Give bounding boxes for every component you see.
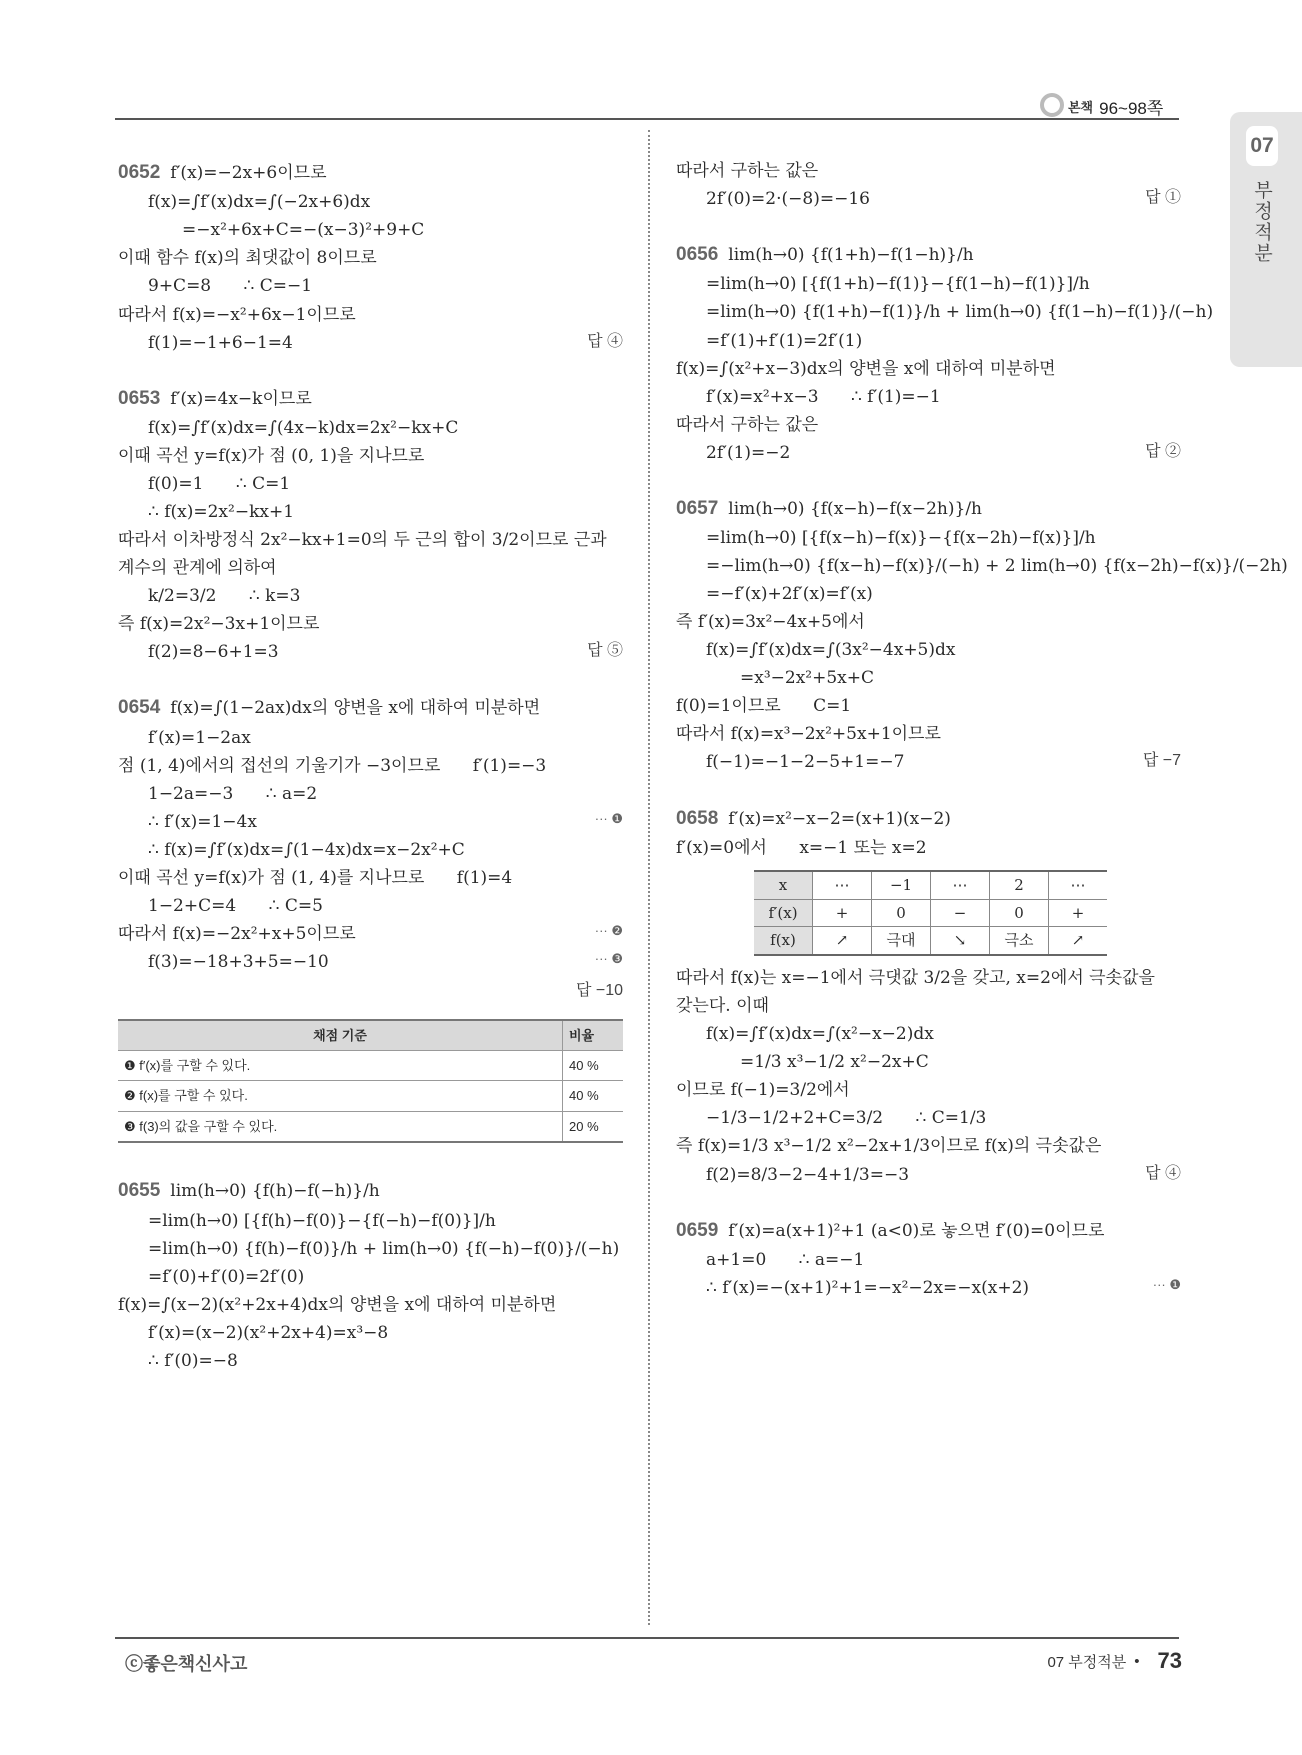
table-cell: x bbox=[754, 871, 813, 899]
solution-line: f(0)=1이므로 C=1 bbox=[676, 696, 852, 717]
solution-line: =lim(h→0) [{f(1+h)−f(1)}−{f(1−h)−f(1)}]/h bbox=[706, 274, 1090, 295]
table-cell: ⋯ bbox=[813, 871, 872, 899]
sign-chart-table bbox=[754, 870, 1107, 956]
solution-line: f(2)=8/3−2−4+1/3=−3 bbox=[706, 1164, 910, 1185]
answer-badge: 답 ② bbox=[1145, 442, 1181, 460]
scoring-table bbox=[118, 1019, 623, 1144]
solution-line: =lim(h→0) [{f(h)−f(0)}−{f(−h)−f(0)}]/h bbox=[148, 1210, 496, 1231]
header-rule bbox=[115, 118, 1179, 120]
solution-line: f(x)=∫f′(x)dx=∫(3x²−4x+5)dx bbox=[706, 640, 956, 661]
problem-number: 0659 bbox=[676, 1219, 719, 1241]
table-cell: 2 bbox=[990, 871, 1049, 899]
solution-line: f(−1)=−1−2−5+1=−7 bbox=[706, 752, 905, 773]
page-footer bbox=[1047, 1648, 1182, 1674]
table-cell: 0 bbox=[872, 899, 931, 927]
table-cell: 0 bbox=[990, 899, 1049, 927]
table-row bbox=[754, 899, 1107, 927]
step-row bbox=[676, 1274, 1181, 1302]
solution-line: f(0)=1 ∴ C=1 bbox=[148, 474, 291, 495]
scoring-header-ratio: 비율 bbox=[563, 1020, 624, 1051]
step-marker: ··· ❶ bbox=[594, 810, 623, 826]
solution-line: =lim(h→0) {f(1+h)−f(1)}/h + lim(h→0) {f(1−h)−f(1)}/(−h) bbox=[706, 302, 1214, 323]
solution-line: 따라서 f(x)=x³−2x²+5x+1이므로 bbox=[676, 724, 941, 745]
publisher-logo: ⓒ좋은책신사고 bbox=[125, 1654, 248, 1674]
step-row bbox=[118, 808, 623, 836]
problem-0657-header: 0657 lim(h→0) {f(x−h)−f(x−2h)}/h bbox=[676, 497, 982, 519]
table-cell: ⋯ bbox=[931, 871, 990, 899]
page-reference bbox=[1040, 94, 1163, 119]
problem-0658-header: 0658 f′(x)=x²−x−2=(x+1)(x−2) bbox=[676, 807, 951, 829]
solution-line: =f′(1)+f′(1)=2f′(1) bbox=[706, 330, 863, 351]
answer-badge: 답 ① bbox=[1145, 189, 1181, 207]
solution-line: 따라서 f(x)=−2x²+x+5이므로 bbox=[118, 924, 356, 945]
problem-0653-header: 0653 f′(x)=4x−k이므로 bbox=[118, 387, 312, 409]
solution-line: f′(x)=x²+x−3 ∴ f′(1)=−1 bbox=[706, 386, 941, 407]
problem-number: 0653 bbox=[118, 387, 161, 409]
solution-line: =lim(h→0) {f(h)−f(0)}/h + lim(h→0) {f(−h)−f(0)}/(−h) bbox=[148, 1238, 620, 1259]
solution-line: 따라서 구하는 값은 bbox=[676, 414, 819, 435]
table-cell: ↘ bbox=[931, 927, 990, 955]
solution-line: f(x)=∫f′(x)dx=∫(4x−k)dx=2x²−kx+C bbox=[148, 417, 459, 438]
solution-line: f(x)=∫(x−2)(x²+2x+4)dx의 양변을 x에 대하여 미분하면 bbox=[118, 1294, 557, 1315]
problem-0655-header: 0655 lim(h→0) {f(h)−f(−h)}/h bbox=[118, 1180, 380, 1202]
scoring-header-criterion: 채점 기준 bbox=[118, 1020, 563, 1051]
problem-number: 0657 bbox=[676, 497, 719, 519]
solution-line: f(2)=8−6+1=3 bbox=[148, 642, 279, 663]
table-cell: + bbox=[1049, 899, 1108, 927]
table-cell: 극소 bbox=[990, 927, 1049, 955]
answer-row bbox=[676, 1161, 1181, 1189]
answer-row bbox=[676, 439, 1181, 467]
problem-0652-header: 0652 f′(x)=−2x+6이므로 bbox=[118, 162, 327, 183]
solution-line: =−f′(x)+2f′(x)=f′(x) bbox=[706, 584, 873, 605]
answer-badge: 답 ⑤ bbox=[587, 642, 623, 660]
chapter-title: 부정적분 bbox=[1251, 180, 1272, 264]
chapter-tab bbox=[1230, 112, 1302, 367]
scoring-ratio: 40 % bbox=[563, 1081, 624, 1111]
scoring-ratio: 40 % bbox=[563, 1050, 624, 1080]
solution-line: f(x)=∫f′(x)dx=∫(x²−x−2)dx bbox=[706, 1024, 934, 1045]
solution-line: 2f′(1)=−2 bbox=[706, 442, 791, 463]
problem-number: 0654 bbox=[118, 697, 161, 719]
answer-row bbox=[118, 976, 623, 1004]
problem-0656-header: 0656 lim(h→0) {f(1+h)−f(1−h)}/h bbox=[676, 244, 974, 266]
solution-line: f(1)=−1+6−1=4 bbox=[148, 332, 293, 353]
answer-badge: 답 ④ bbox=[1145, 1164, 1181, 1182]
solution-line: f′(x)=1−2ax bbox=[148, 727, 251, 748]
solution-line: =−x²+6x+C=−(x−3)²+9+C bbox=[182, 220, 425, 241]
solution-line: 이때 곡선 y=f(x)가 점 (0, 1)을 지나므로 bbox=[118, 446, 425, 467]
problem-number: 0655 bbox=[118, 1180, 161, 1202]
scoring-criterion: ❷ f(x)를 구할 수 있다. bbox=[118, 1081, 563, 1111]
table-row bbox=[754, 927, 1107, 955]
problem-number: 0656 bbox=[676, 244, 719, 266]
table-row bbox=[754, 871, 1107, 899]
problem-0654-header: 0654 f(x)=∫(1−2ax)dx의 양변을 x에 대하여 미분하면 bbox=[118, 697, 541, 719]
solution-line: 즉 f(x)=2x²−3x+1이므로 bbox=[118, 614, 320, 635]
solution-line: f(x)=∫(x²+x−3)dx의 양변을 x에 대하여 미분하면 bbox=[676, 358, 1056, 379]
footer-bullet: • bbox=[1134, 1652, 1140, 1670]
solution-line: 계수의 관계에 의하여 bbox=[118, 558, 277, 579]
table-cell: 극대 bbox=[872, 927, 931, 955]
scoring-criterion: ❶ f′(x)를 구할 수 있다. bbox=[118, 1050, 563, 1080]
solution-line: ∴ f′(x)=−(x+1)²+1=−x²−2x=−x(x+2) bbox=[706, 1277, 1030, 1298]
step-row bbox=[118, 920, 623, 948]
table-cell: ⋯ bbox=[1049, 871, 1108, 899]
answer-row bbox=[676, 748, 1181, 776]
problem-0659-header: 0659 f′(x)=a(x+1)²+1 (a<0)로 놓으면 f′(0)=0이므로 bbox=[676, 1219, 1105, 1241]
solution-line: ∴ f(x)=∫f′(x)dx=∫(1−4x)dx=x−2x²+C bbox=[148, 839, 465, 860]
table-cell: + bbox=[813, 899, 872, 927]
scoring-criterion: ❸ f(3)의 값을 구할 수 있다. bbox=[118, 1111, 563, 1142]
solution-line: ∴ f′(x)=1−4x bbox=[148, 811, 257, 832]
table-row bbox=[118, 1050, 623, 1080]
step-marker: ··· ❶ bbox=[1152, 1276, 1181, 1292]
footer-rule bbox=[115, 1637, 1179, 1639]
solution-line: 즉 f′(x)=3x²−4x+5에서 bbox=[676, 612, 865, 633]
solution-line: f(x)=∫f′(x)dx=∫(−2x+6)dx bbox=[148, 192, 371, 213]
solution-line: 점 (1, 4)에서의 접선의 기울기가 −3이므로 f′(1)=−3 bbox=[118, 755, 547, 776]
answer-badge: 답 ④ bbox=[587, 332, 623, 350]
solution-line: =−lim(h→0) {f(x−h)−f(x)}/(−h) + 2 lim(h→0) {f(x−2h)−f(x)}/(−2h) bbox=[706, 556, 1288, 577]
solution-line: ∴ f(x)=2x²−kx+1 bbox=[148, 502, 295, 523]
solution-line: 갖는다. 이때 bbox=[676, 996, 769, 1017]
solution-line: 이때 곡선 y=f(x)가 점 (1, 4)를 지나므로 f(1)=4 bbox=[118, 867, 513, 888]
page-reference-label: 본책 bbox=[1068, 100, 1094, 115]
solution-line: =x³−2x²+5x+C bbox=[740, 668, 875, 689]
page-number: 73 bbox=[1157, 1648, 1182, 1673]
solution-line: f′(x)=(x−2)(x²+2x+4)=x³−8 bbox=[148, 1322, 389, 1343]
table-cell: −1 bbox=[872, 871, 931, 899]
solution-line: ∴ f′(0)=−8 bbox=[148, 1350, 238, 1371]
solution-line: −1/3−1/2+2+C=3/2 ∴ C=1/3 bbox=[706, 1108, 987, 1129]
page-reference-range: 96~98쪽 bbox=[1099, 99, 1164, 118]
footer-chapter: 07 부정적분 bbox=[1047, 1653, 1127, 1671]
table-cell: ↗ bbox=[1049, 927, 1108, 955]
solution-line: 1−2+C=4 ∴ C=5 bbox=[148, 896, 323, 917]
answer-badge: 답 −10 bbox=[575, 982, 623, 1000]
table-cell: − bbox=[931, 899, 990, 927]
scoring-ratio: 20 % bbox=[563, 1111, 624, 1142]
solution-line: 따라서 f(x)=−x²+6x−1이므로 bbox=[118, 304, 356, 325]
answer-badge: 답 −7 bbox=[1142, 752, 1181, 770]
table-row bbox=[118, 1111, 623, 1142]
answer-row bbox=[676, 185, 1181, 213]
solution-line: 즉 f(x)=1/3 x³−1/2 x²−2x+1/3이므로 f(x)의 극솟값은 bbox=[676, 1136, 1102, 1157]
step-marker: ··· ❷ bbox=[594, 923, 623, 939]
problem-number: 0658 bbox=[676, 807, 719, 829]
solution-line: f′(x)=0에서 x=−1 또는 x=2 bbox=[676, 837, 927, 858]
answer-row bbox=[118, 638, 623, 666]
table-cell: ↗ bbox=[813, 927, 872, 955]
solution-line: =f′(0)+f′(0)=2f′(0) bbox=[148, 1266, 305, 1287]
solution-line: f(3)=−18+3+5=−10 bbox=[148, 952, 329, 973]
column-divider bbox=[648, 130, 650, 1625]
solution-line: 이때 함수 f(x)의 최댓값이 8이므로 bbox=[118, 248, 377, 269]
solution-line: 이므로 f(−1)=3/2에서 bbox=[676, 1080, 850, 1101]
problem-number: 0652 bbox=[118, 162, 161, 183]
solution-line: 9+C=8 ∴ C=−1 bbox=[148, 276, 313, 297]
solution-line: 따라서 f(x)는 x=−1에서 극댓값 3/2을 갖고, x=2에서 극솟값을 bbox=[676, 968, 1155, 989]
answer-row bbox=[118, 329, 623, 357]
solution-line: 따라서 구하는 값은 bbox=[676, 161, 819, 181]
table-row bbox=[118, 1081, 623, 1111]
refresh-icon bbox=[1040, 93, 1064, 117]
table-cell: f′(x) bbox=[754, 899, 813, 927]
step-row bbox=[118, 948, 623, 976]
solution-line: 따라서 이차방정식 2x²−kx+1=0의 두 근의 합이 3/2이므로 근과 bbox=[118, 530, 607, 551]
solution-line: =1/3 x³−1/2 x²−2x+C bbox=[740, 1052, 929, 1073]
solution-line: 1−2a=−3 ∴ a=2 bbox=[148, 783, 318, 804]
solution-line: a+1=0 ∴ a=−1 bbox=[706, 1249, 865, 1270]
step-marker: ··· ❸ bbox=[594, 951, 623, 967]
left-column bbox=[118, 157, 623, 1375]
solution-line: 2f′(0)=2·(−8)=−16 bbox=[706, 189, 870, 210]
chapter-number: 07 bbox=[1246, 126, 1278, 166]
table-cell: f(x) bbox=[754, 927, 813, 955]
solution-line: =lim(h→0) [{f(x−h)−f(x)}−{f(x−2h)−f(x)}]/h bbox=[706, 528, 1096, 549]
solution-line: k/2=3/2 ∴ k=3 bbox=[148, 586, 301, 607]
